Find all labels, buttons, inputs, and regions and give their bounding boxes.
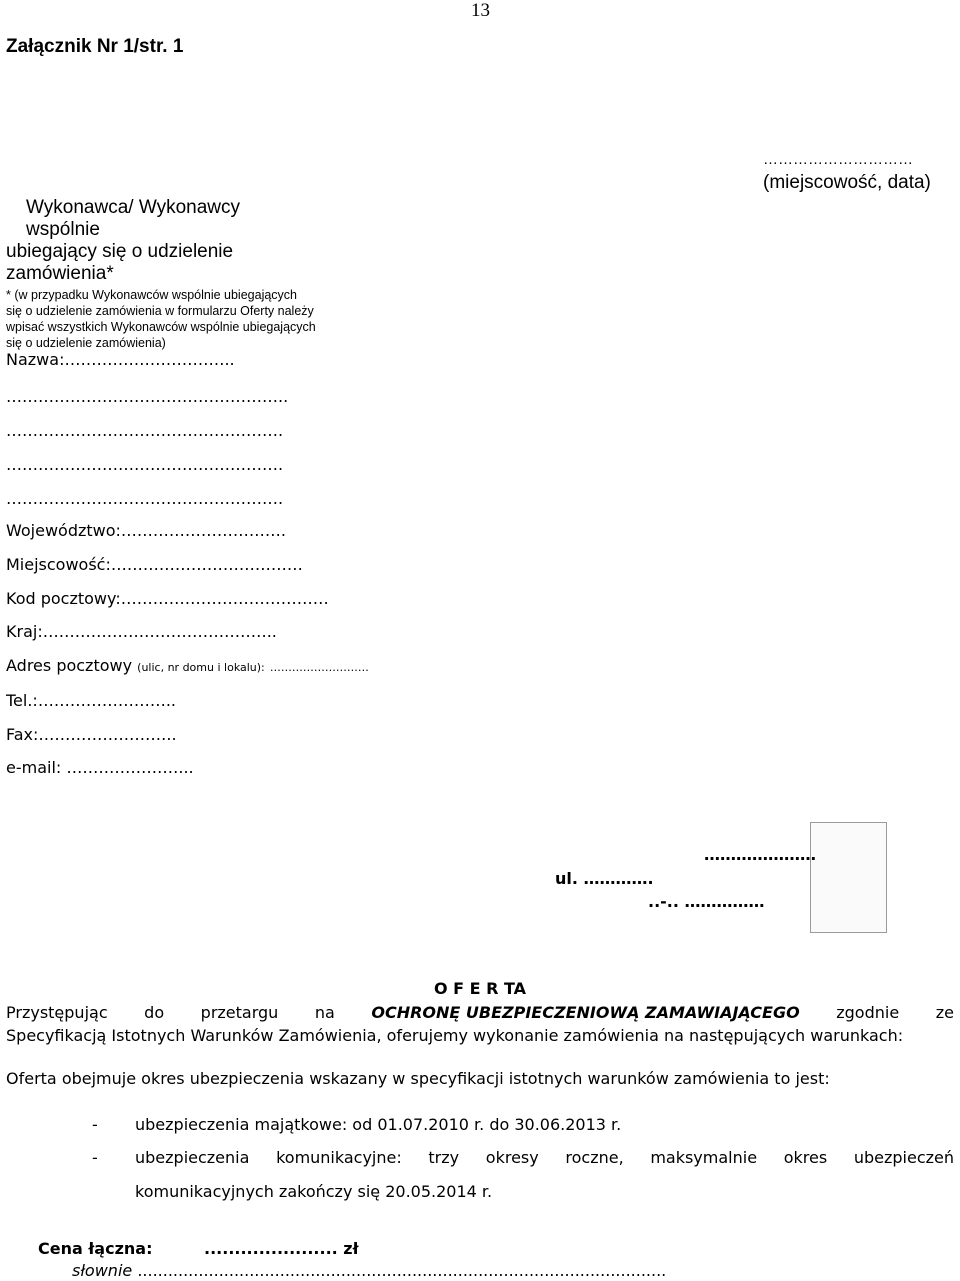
offer-scope: Oferta obejmuje okres ubezpieczenia wskazany w specyfikacji istotnych warunków zamówienia to jest: [6, 1069, 830, 1088]
field-name-line-4[interactable]: ……………………………………………. [6, 455, 284, 474]
contractor-heading-line-1: Wykonawca/ Wykonawcy wspólnie [26, 197, 241, 240]
bullet-word: okresy [485, 1148, 539, 1167]
field-address[interactable] [6, 656, 369, 675]
recipient-line-2: ul. …………. [555, 869, 654, 888]
recipient-stamp-box [810, 822, 887, 933]
total-price-value[interactable]: ...................... zł [204, 1239, 359, 1258]
bullet-vehicle-insurance [135, 1148, 954, 1167]
field-name-line-3[interactable]: ……………………………………………. [6, 421, 284, 440]
field-country[interactable]: Kraj:…………………………………….. [6, 622, 277, 641]
intro-word: zgodnie [836, 1003, 900, 1022]
intro-word: ze [935, 1003, 954, 1022]
intro-word: na [314, 1003, 335, 1022]
recipient-line-3: ..-.. …………… [648, 892, 765, 911]
contractor-heading [6, 197, 316, 285]
field-name[interactable]: Nazwa:………………………….. [6, 350, 235, 369]
address-hint: (ulic, nr domu i lokalu): [137, 661, 265, 674]
field-phone[interactable]: Tel.:…………………….. [6, 691, 176, 710]
address-label: Adres pocztowy [6, 656, 133, 675]
intro-word: Przystępując [6, 1003, 108, 1022]
price-in-words[interactable] [72, 1261, 666, 1280]
field-name-line-2[interactable]: …………………………………………….. [6, 387, 289, 406]
bullet-word: maksymalnie [650, 1148, 758, 1167]
annex-title: Załącznik Nr 1/str. 1 [6, 36, 184, 57]
total-price-label: Cena łączna: [38, 1239, 153, 1258]
bullet-dash: - [92, 1115, 98, 1134]
field-voivodeship[interactable]: Województwo:…………………………. [6, 521, 287, 540]
field-email[interactable]: e-mail: …………………... [6, 758, 194, 777]
intro-word: do [144, 1003, 165, 1022]
bullet-word: ubezpieczenia [135, 1148, 250, 1167]
price-in-words-label: słownie [72, 1261, 133, 1280]
bullet-vehicle-insurance-line-2: komunikacyjnych zakończy się 20.05.2014 r. [135, 1182, 493, 1201]
intro-word: przetargu [200, 1003, 279, 1022]
field-name-line-5[interactable]: ……………………………………………. [6, 489, 284, 508]
offer-intro [6, 1001, 954, 1047]
contractor-note: * (w przypadku Wykonawców wspólnie ubiegających się o udzielenie zamówienia w formularzu Oferty należy wpisać wszystkich Wykonawców wspólnie ubiegających się o udzielenie zamówienia) [6, 288, 316, 350]
bullet-property-insurance: ubezpieczenia majątkowe: od 01.07.2010 r. do 30.06.2013 r. [135, 1115, 622, 1134]
bullet-word: ubezpieczeń [853, 1148, 954, 1167]
contractor-heading-line-2: ubiegający się o udzielenie [6, 241, 234, 262]
field-postal-code[interactable]: Kod pocztowy:………………………………… [6, 589, 329, 608]
bullet-word: okres [783, 1148, 828, 1167]
offer-title: O F E R TA [433, 979, 527, 998]
recipient-line-1: ………………… [704, 845, 816, 864]
bullet-word: trzy [428, 1148, 460, 1167]
place-date-dots: ………………………… [763, 151, 913, 168]
field-city[interactable]: Miejscowość:……………………………… [6, 555, 303, 574]
bullet-word: komunikacyjne: [276, 1148, 402, 1167]
offer-intro-line-1 [6, 1001, 954, 1024]
place-date-label: (miejscowość, data) [763, 172, 931, 193]
bullet-word: roczne, [565, 1148, 624, 1167]
page-number: 13 [471, 0, 490, 21]
price-in-words-dots: ........................................................................................................ [132, 1261, 667, 1280]
contractor-heading-line-3: zamówienia* [6, 263, 114, 284]
field-fax[interactable]: Fax:…………………….. [6, 725, 177, 744]
offer-subject: OCHRONĘ UBEZPIECZENIOWĄ ZAMAWIAJĄCEGO [371, 1003, 800, 1022]
bullet-dash: - [92, 1148, 98, 1167]
contractor-block [6, 197, 316, 351]
address-dots: ……………………… [269, 661, 369, 674]
offer-intro-line-2: Specyfikacją Istotnych Warunków Zamówienia, oferujemy wykonanie zamówienia na następujących warunkach: [6, 1026, 904, 1045]
